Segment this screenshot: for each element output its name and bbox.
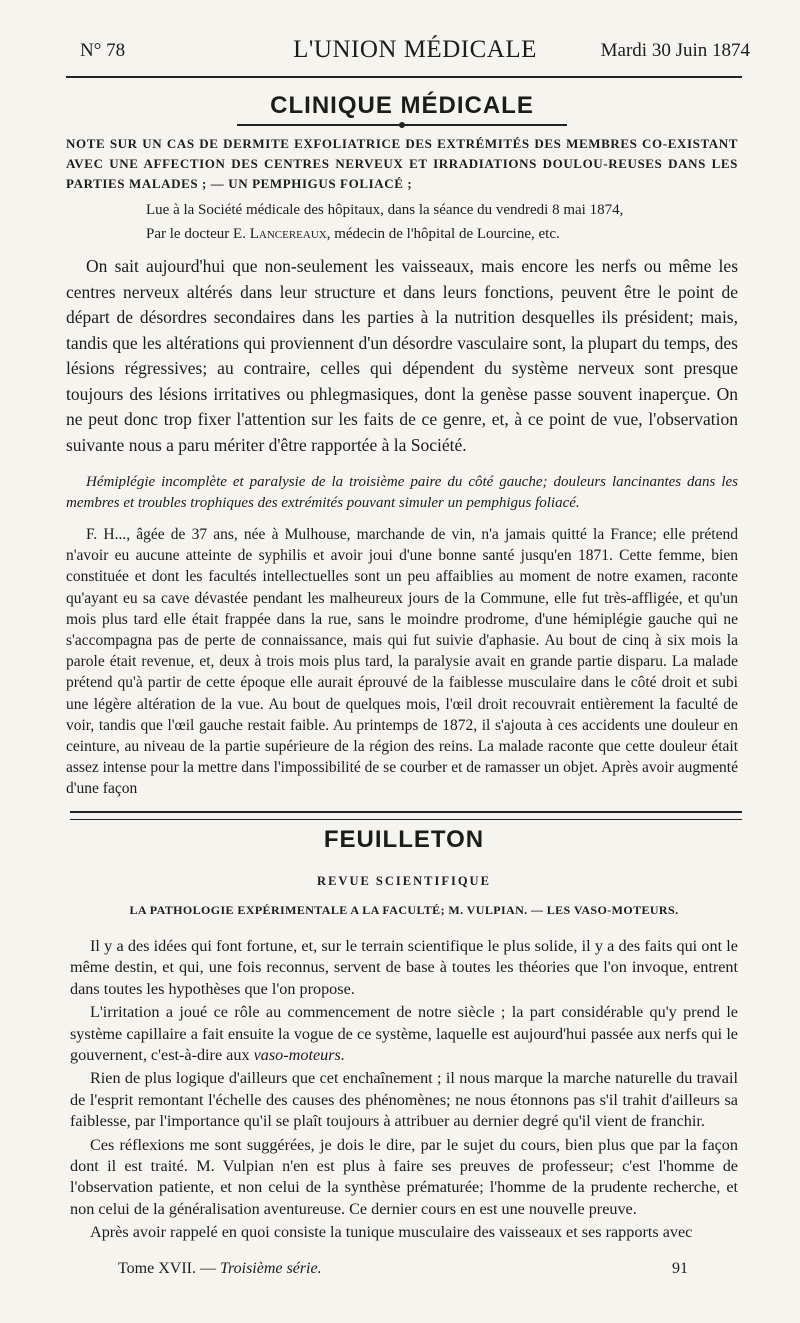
tome-prefix: Tome XVII. — [118,1260,220,1277]
note-title: NOTE SUR UN CAS DE DERMITE EXFOLIATRICE DES EXTRÉMITÉS DES MEMBRES CO-EXISTANT AVEC UNE AFFECTION DES CENTRES NERVEUX ET IRRADIATIONS DOULOU-REUSES DANS LES PARTIES MALADES ; — UN PEMPHIGUS FOLIACÉ ; [66,136,738,191]
feuilleton-paragraph-5: Après avoir rappelé en quoi consiste la tunique musculaire des vaisseaux et ses rapports avec [90,1223,693,1242]
feuilleton-paragraph-4: Ces réflexions me sont suggérées, je dois le dire, par le sujet du cours, bien plus que par la façon dont il est traité. M. Vulpian n'en est plus à faire ses preuves de professeur; c'est l'homme de l'observation patiente, et non celui de la synthèse prématurée; l'homme de la prudente recherche, et non celui de la généralisation aventureuse. Ce dernier cours en est une nouvelle preuve. [70,1135,738,1218]
revue-heading: REVUE SCIENTIFIQUE [317,874,491,888]
section-title-feuilleton: FEUILLETON [323,826,485,853]
ornament-divider [237,124,567,126]
issue-number: N° 78 [80,40,126,61]
paragraph-2-text: L'irritation a joué ce rôle au commencement de notre siècle ; la part considérable qu'y prend le système capillaire a fait ensuite la vogue de ce système, laquelle est aujourd'hui passée aux nerfs qui le gouvernent, c'est-à-dire aux [70,1003,738,1065]
double-rule [70,811,742,820]
author-prefix: Par le docteur E. [146,226,250,242]
article-heading: LA PATHOLOGIE EXPÉRIMENTALE A LA FACULTÉ; M. VULPIAN. — LES VASO-MOTEURS. [129,903,679,917]
section-title-clinique: CLINIQUE MÉDICALE [270,92,534,119]
observation-paragraph: F. H..., âgée de 37 ans, née à Mulhouse, marchande de vin, n'a jamais quitté la France; elle prétend n'avoir eu aucune atteinte de syphilis et avoir joui d'une bonne santé jusqu'en 1871. Cette femme, bien constituée et dont les facultés intellectuelles sont un peu affaiblies au moment de notre examen, raconte qu'ayant eu sa cave dévastée pendant les malheureux jours de la Commune, elle fut très-affligée, et qu'un mois plus tard elle était frappée dans la rue, sans le moindre prodrome, d'une hémiplégie gauche qui ne s'accompagna pas de perte de connaissance, mais qui fut suivie d'aphasie. Au bout de cinq à six mois la parole était revenue, et, deux à trois mois plus tard, la paralysie avait en grande partie disparu. La malade prétend qu'à partir de cette époque elle aurait éprouvé de la faiblesse musculaire dans le côté droit et subi une légère altération de la vue. Au bout de quelques mois, l'œil droit recouvrait entièrement la faculté de voir, tandis que l'œil gauche restait faible. Au printemps de 1872, il s'ajouta à ces accidents une douleur en ceinture, au niveau de la partie supérieure de la région des reins. La malade raconte que cette douleur était assez intense pour la mettre dans l'impossibilité de se courber et de ramasser un objet. Après avoir augmenté d'une façon [66,526,738,798]
clinique-section [66,92,738,800]
header-rule [66,76,742,78]
feuilleton-paragraph-3: Rien de plus logique d'ailleurs que cet enchaînement ; il nous marque la marche naturelle du travail de l'esprit remontant l'échelle des causes des phénomènes; ne nous étonnons pas s'il trahit d'ailleurs sa faiblesse, par l'importance qu'il se plaît toujours à attribuer au dernier degré qu'il vient de franchir. [70,1069,738,1131]
tome-series: Troisième série. [219,1260,322,1277]
case-subtitle: Hémiplégie incomplète et paralysie de la troisième paire du côté gauche; douleurs lancinantes dans les membres et troubles trophiques des extrémités pouvant simuler un pemphigus foliacé. [66,474,738,511]
intro-paragraph: On sait aujourd'hui que non-seulement les vaisseaux, mais encore les nerfs ou même les centres nerveux altérés dans leur structure et dans leurs fonctions, peuvent être le point de départ de désordres secondaires dans les parties à la nutrition desquelles ils président; mais, tandis que les altérations qui proviennent d'un désordre vasculaire sont, la plupart du temps, des lésions régressives; au contraire, celles qui dépendent du système nerveux sont presque toujours des lésions irritatives ou phlegmasiques, dont la genèse passe souvent inaperçue. On ne peut donc trop fixer l'attention sur les faits de ce genre, et, à ce point de vue, l'observation suivante nous a paru mériter d'être rapportée à la Société. [66,256,738,455]
issue-date: Mardi 30 Juin 1874 [600,40,750,61]
paragraph-2-italic: vaso-moteurs. [253,1046,345,1065]
reading-note: Lue à la Société médicale des hôpitaux, dans la séance du vendredi 8 mai 1874, [146,202,624,218]
feuilleton-paragraph-2 [70,1002,738,1066]
author-suffix: , médecin de l'hôpital de Lourcine, etc. [326,226,560,242]
masthead [80,36,750,72]
author-line [146,224,738,244]
feuilleton-paragraph-1: Il y a des idées qui font fortune, et, sur le terrain scientifique le plus solide, il y a des faits qui ont le même destin, et qui, une fois reconnus, servent de base à toutes les théories que l'on invoque, entrent dans toutes les hypothèses que l'on propose. [70,937,738,998]
volume-line [118,1260,322,1278]
journal-title: L'UNION MÉDICALE [293,36,537,63]
author-name: Lancereaux [249,226,327,242]
feuilleton-section [70,826,738,1244]
page-number: 91 [672,1260,688,1277]
